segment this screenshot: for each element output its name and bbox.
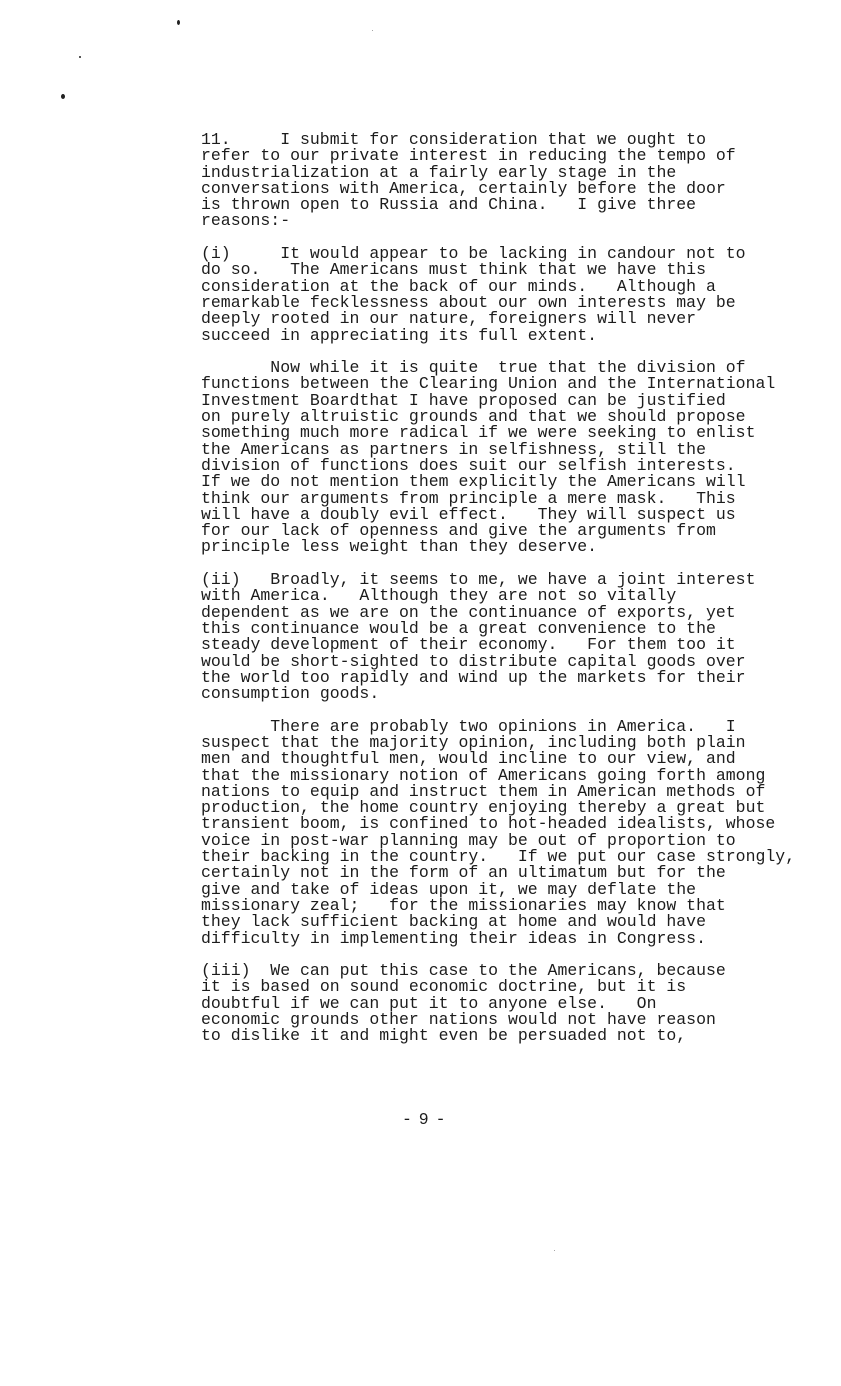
line-text: doubtful if we can put it to anyone else. On <box>201 993 657 1013</box>
line-text: division of functions does suit our selfish interests. <box>201 455 736 475</box>
line-text: with America. Although they are not so vitally <box>201 586 677 606</box>
line-text: succeed in appreciating its full extent. <box>201 325 598 345</box>
line-text: functions between the Clearing Union and the International <box>201 374 776 394</box>
page-number: - 9 - <box>401 1110 444 1129</box>
line-text: steady development of their economy. For them too it <box>201 635 736 655</box>
line-text: this continuance would be a great convenience to the <box>201 618 716 638</box>
line-text: do so. The Americans must think that we have this <box>201 260 706 280</box>
line-text: their backing in the country. If we put our case strongly, <box>201 847 796 867</box>
paragraph-marker: (iii) <box>201 961 251 981</box>
line-text: transient boom, is confined to hot-headed idealists, whose <box>201 814 776 834</box>
line-text: it is based on sound economic doctrine, but it is <box>201 977 687 997</box>
document-body <box>201 132 831 1061</box>
paragraph <box>201 246 831 344</box>
line-text: conversations with America, certainly before the door <box>201 178 726 198</box>
line-text: certainly not in the form of an ultimatum but for the <box>201 863 726 883</box>
line-text: think our arguments from principle a mere mask. This <box>201 488 736 508</box>
line-text: consumption goods. <box>201 684 380 704</box>
line-text: consideration at the back of our minds. Although a <box>201 276 716 296</box>
line-text: the Americans as partners in selfishness, still the <box>201 439 706 459</box>
line-text: voice in post-war planning may be out of proportion to <box>201 830 736 850</box>
paragraph <box>201 572 831 702</box>
line-text: to dislike it and might even be persuaded not to, <box>201 1026 687 1046</box>
line-text: If we do not mention them explicitly the Americans will <box>201 472 746 492</box>
line-text: There are probably two opinions in America. I <box>270 716 736 736</box>
line-text: is thrown open to Russia and China. I give three <box>201 195 697 215</box>
text-line <box>201 686 831 702</box>
paragraph-marker: (i) <box>201 244 231 264</box>
line-text: would be short-sighted to distribute capital goods over <box>201 651 746 671</box>
line-text: I submit for consideration that we ought to <box>280 130 706 149</box>
paragraph <box>201 716 831 948</box>
paragraph <box>201 360 831 556</box>
line-text: difficulty in implementing their ideas in Congress. <box>201 928 706 948</box>
line-text: men and thoughtful men, would incline to our view, and <box>201 749 736 769</box>
line-text: reasons:- <box>201 211 291 231</box>
line-text: nations to equip and instruct them in American methods of <box>201 781 766 801</box>
line-text: refer to our private interest in reducing the tempo of <box>201 146 736 166</box>
line-text: will have a doubly evil effect. They will suspect us <box>201 504 736 524</box>
text-line <box>201 325 831 345</box>
line-text: industrialization at a fairly early stage in the <box>201 162 677 182</box>
scan-speck <box>372 30 373 31</box>
text-line <box>201 197 831 213</box>
text-line <box>201 213 831 229</box>
line-text: remarkable fecklessness about our own interests may be <box>201 292 736 312</box>
scan-speck <box>554 1250 555 1251</box>
line-text: Investment Boardthat I have proposed can be justified <box>201 390 726 410</box>
line-text: for our lack of openness and give the arguments from <box>201 521 716 541</box>
line-text: that the missionary notion of Americans going forth among <box>201 765 766 785</box>
line-text: give and take of ideas upon it, we may deflate the <box>201 879 697 899</box>
line-text: deeply rooted in our nature, foreigners will never <box>201 309 697 329</box>
text-line <box>201 539 831 555</box>
line-text: the world too rapidly and wind up the markets for their <box>201 667 746 687</box>
paragraph <box>201 963 831 1044</box>
line-text: Broadly, it seems to me, we have a joint interest <box>270 570 756 590</box>
line-text: Now while it is quite true that the division of <box>270 358 746 378</box>
text-line <box>201 1028 831 1044</box>
paragraph <box>201 132 831 230</box>
line-text: We can put this case to the Americans, because <box>270 961 726 981</box>
text-line <box>201 928 831 948</box>
line-text: dependent as we are on the continuance of exports, yet <box>201 602 736 622</box>
paragraph-marker: 11. <box>201 130 231 149</box>
line-text: missionary zeal; for the missionaries may know that <box>201 895 726 915</box>
line-text: production, the home country enjoying thereby a great but <box>201 798 766 818</box>
scan-speck <box>177 20 180 25</box>
line-text: something much more radical if we were seeking to enlist <box>201 423 756 443</box>
line-text: they lack sufficient backing at home and would have <box>201 912 706 932</box>
scan-speck <box>79 56 81 58</box>
line-text: on purely altruistic grounds and that we should propose <box>201 407 746 427</box>
line-text: principle less weight than they deserve. <box>201 537 598 557</box>
paragraph-marker: (ii) <box>201 570 241 590</box>
line-text: suspect that the majority opinion, including both plain <box>201 732 746 752</box>
line-text: It would appear to be lacking in candour not to <box>280 244 746 264</box>
line-text: economic grounds other nations would not have reason <box>201 1010 716 1030</box>
scan-speck <box>61 94 65 99</box>
